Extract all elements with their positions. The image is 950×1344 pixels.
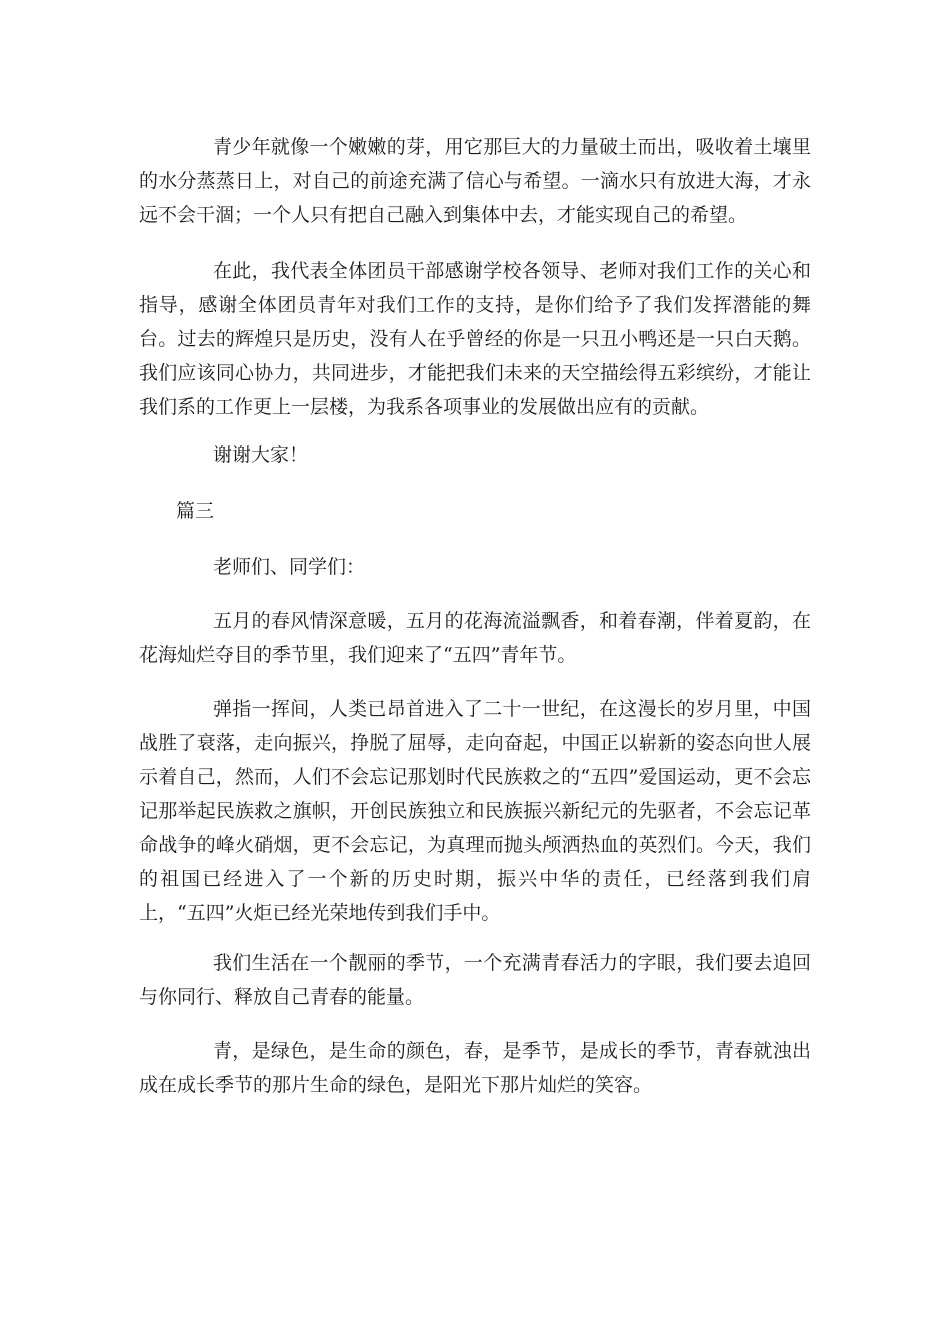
paragraph-thanks-leaders: 在此，我代表全体团员干部感谢学校各领导、老师对我们工作的关心和指导，感谢全体团员青年对我们工作的支持，是你们给予了我们发挥潜能的舞台。过去的辉煌只是历史，没有人在乎曾经的你是一只丑小鸭还是一只白天鹅。我们应该同心协力，共同进步，才能把我们未来的天空描绘得五彩缤纷，才能让我们系的工作更上一层楼，为我系各项事业的发展做出应有的贡献。	[139, 260, 811, 418]
paragraph-youth-sprout: 青少年就像一个嫩嫩的芽，用它那巨大的力量破土而出，吸收着土壤里的水分蒸蒸日上，对自己的前途充满了信心与希望。一滴水只有放进大海，才永远不会干涸；一个人只有把自己融入到集体中去，才能实现自己的希望。	[139, 136, 811, 226]
paragraph-history: 弹指一挥间，人类已昂首进入了二十一世纪，在这漫长的岁月里，中国战胜了衰落，走向振兴，挣脱了屈辱，走向奋起，中国正以崭新的姿态向世人展示着自己，然而，人们不会忘记那划时代民族救之的“五四”爱国运动，更不会忘记那举起民族救之旗帜，开创民族独立和民族振兴新纪元的先驱者，不会忘记革命战争的峰火硝烟，更不会忘记，为真理而抛头颅洒热血的英烈们。今天，我们的祖国已经进入了一个新的历史时期，振兴中华的责任，已经落到我们肩上，“五四”火炬已经光荣地传到我们手中。	[139, 698, 811, 924]
salutation: 老师们、同学们：	[213, 556, 366, 578]
section-heading: 篇三	[176, 500, 215, 522]
closing-thanks: 谢谢大家！	[213, 444, 309, 466]
paragraph-green-youth: 青，是绿色，是生命的颜色，春，是季节，是成长的季节，青春就浊出成在成长季节的那片生命的绿色，是阳光下那片灿烂的笑容。	[139, 1040, 811, 1096]
paragraph-may-fourth: 五月的春风情深意暖，五月的花海流溢飘香，和着春潮，伴着夏韵，在花海灿烂夺目的季节里，我们迎来了“五四”青年节。	[139, 610, 811, 666]
paragraph-season: 我们生活在一个靓丽的季节，一个充满青春活力的字眼，我们要去追回与你同行、释放自己青春的能量。	[139, 952, 811, 1008]
